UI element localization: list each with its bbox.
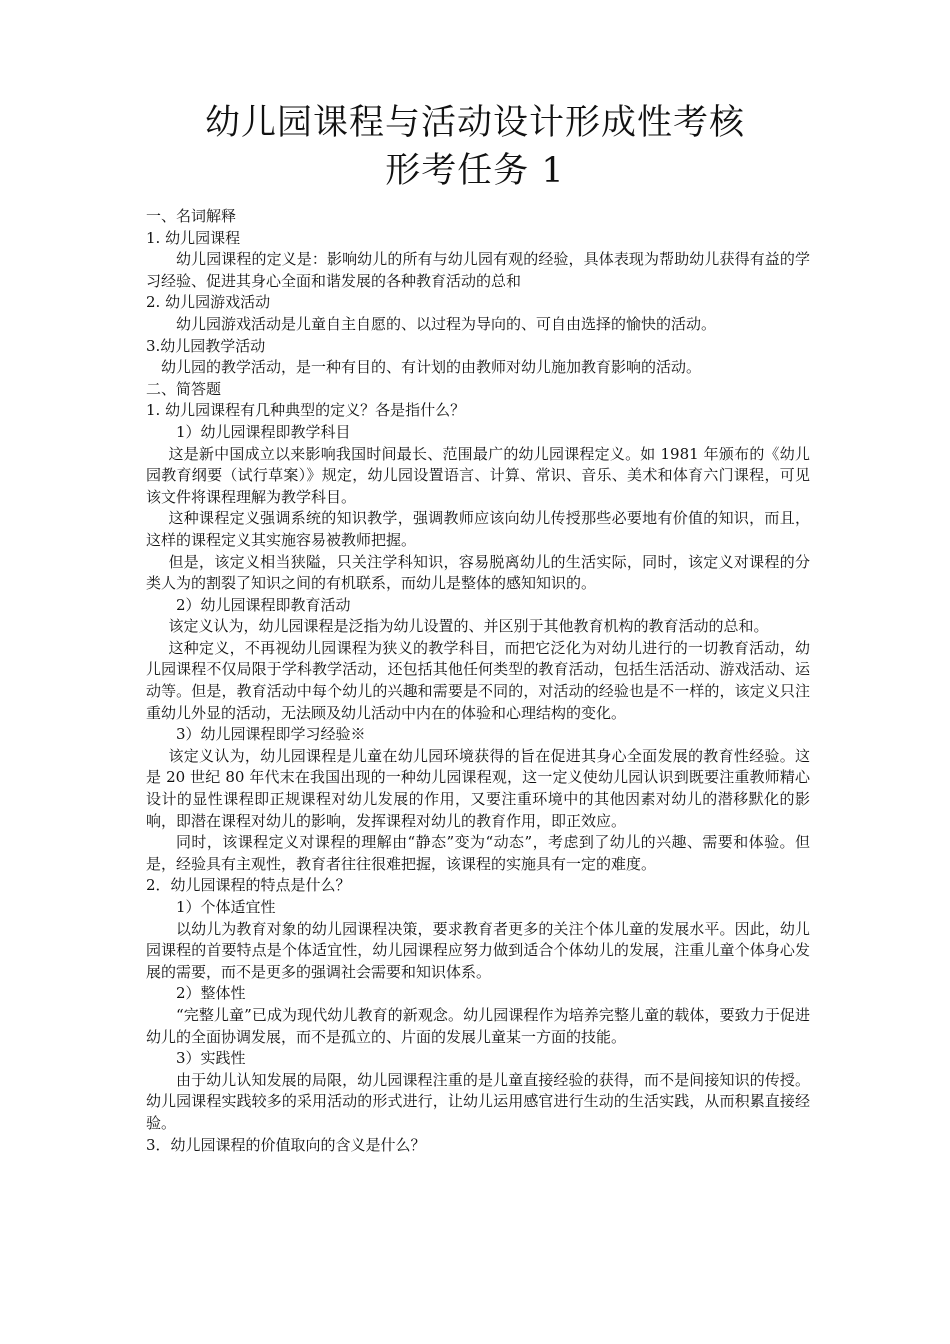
- paragraph: 同时，该课程定义对课程的理解由“静态”变为“动态”，考虑到了幼儿的兴趣、需要和体验。但是，经验具有主观性，教育者往往很难把握，该课程的实施具有一定的难度。: [146, 833, 810, 873]
- paragraph: 二、简答题: [146, 379, 222, 398]
- paragraph: 这是新中国成立以来影响我国时间最长、范围最广的幼儿园课程定义。如 1981 年颁布的《幼儿园教育纲要（试行草案）》规定，幼儿园设置语言、计算、常识、音乐、美术和体育六门课程，可见该文件将课程理解为教学科目。: [146, 444, 810, 506]
- paragraph: “完整儿童”已成为现代幼儿教育的新观念。幼儿园课程作为培养完整儿童的载体，要致力于促进幼儿的全面协调发展，而不是孤立的、片面的发展儿童某一方面的技能。: [146, 1005, 810, 1046]
- page-title: 幼儿园课程与活动设计形成性考核: [204, 103, 745, 143]
- paragraph: 1. 幼儿园课程: [146, 228, 241, 247]
- paragraph: 这种定义，不再视幼儿园课程为狭义的教学科目，而把它泛化为对幼儿进行的一切教育活动，幼儿园课程不仅局限于学科教学活动，还包括其他任何类型的教育活动，包括生活活动、游戏活动、运动等。但是，教育活动中每个幼儿的兴趣和需要是不同的，对活动的经验也是不一样的，该定义只注重幼儿外显的活动，无法顾及幼儿活动中内在的体验和心理结构的变化。: [146, 638, 810, 722]
- paragraph: 幼儿园课程的定义是：影响幼儿的所有与幼儿园有观的经验，具体表现为帮助幼儿获得有益的学习经验、促进其身心全面和谐发展的各种教育活动的总和: [146, 250, 810, 290]
- paragraph: 1. 幼儿园课程有几种典型的定义？各是指什么？: [146, 401, 466, 420]
- paragraph: 3）幼儿园课程即学习经验※: [176, 725, 366, 744]
- paragraph: 3.幼儿园教学活动: [146, 336, 266, 355]
- paragraph: 幼儿园游戏活动是儿童自主自愿的、以过程为导向的、可自由选择的愉快的活动。: [176, 314, 717, 333]
- paragraph: 幼儿园的教学活动，是一种有目的、有计划的由教师对幼儿施加教育影响的活动。: [161, 358, 702, 377]
- paragraph: 1）个体适宜性: [176, 898, 276, 916]
- paragraph: 以幼儿为教育对象的幼儿园课程决策，要求教育者更多的关注个体儿童的发展水平。因此，幼儿园课程的首要特点是个体适宜性，幼儿园课程应努力做到适合个体幼儿的发展，注重儿童个体身心发展的需要，而不是更多的强调社会需要和知识体系。: [146, 919, 810, 981]
- paragraph: 3．幼儿园课程的价值取向的含义是什么？: [146, 1135, 426, 1154]
- paragraph: 3）实践性: [176, 1049, 246, 1068]
- paragraph: 一、名词解释: [146, 207, 237, 225]
- paragraph: 该定义认为，幼儿园课程是泛指为幼儿设置的、并区别于其他教育机构的教育活动的总和。: [168, 617, 769, 636]
- paragraph: 2）幼儿园课程即教育活动: [176, 595, 351, 614]
- document-body: [146, 206, 810, 1156]
- page-subtitle: 形考任务 1: [385, 151, 565, 191]
- paragraph: 由于幼儿认知发展的局限，幼儿园课程注重的是儿童直接经验的获得，而不是间接知识的传授。幼儿园课程实践较多的采用活动的形式进行，让幼儿运用感官进行生动的生活实践，从而积累直接经验。: [146, 1070, 810, 1132]
- paragraph: 2. 幼儿园游戏活动: [146, 293, 271, 312]
- paragraph: 但是，该定义相当狭隘，只关注学科知识，容易脱离幼儿的生活实际，同时，该定义对课程的分类人为的割裂了知识之间的有机联系，而幼儿是整体的感知知识的。: [146, 552, 810, 593]
- paragraph: 2）整体性: [176, 984, 246, 1003]
- paragraph: 2．幼儿园课程的特点是什么？: [146, 876, 351, 895]
- paragraph: 1）幼儿园课程即教学科目: [176, 422, 351, 441]
- paragraph: 这种课程定义强调系统的知识教学，强调教师应该向幼儿传授那些必要地有价值的知识，而且，这样的课程定义其实施容易被教师把握。: [146, 509, 810, 549]
- paragraph: 该定义认为，幼儿园课程是儿童在幼儿园环境获得的旨在促进其身心全面发展的教育性经验。这是 20 世纪 80 年代末在我国出现的一种幼儿园课程观，这一定义使幼儿园认识到既要注重教师精心设计的显性课程即正规课程对幼儿发展的作用，又要注重环境中的其他因素对幼儿的潜移默化的影响，即潜在课程对幼儿的影响，发挥课程对幼儿的教育作用，即正效应。: [146, 746, 810, 830]
